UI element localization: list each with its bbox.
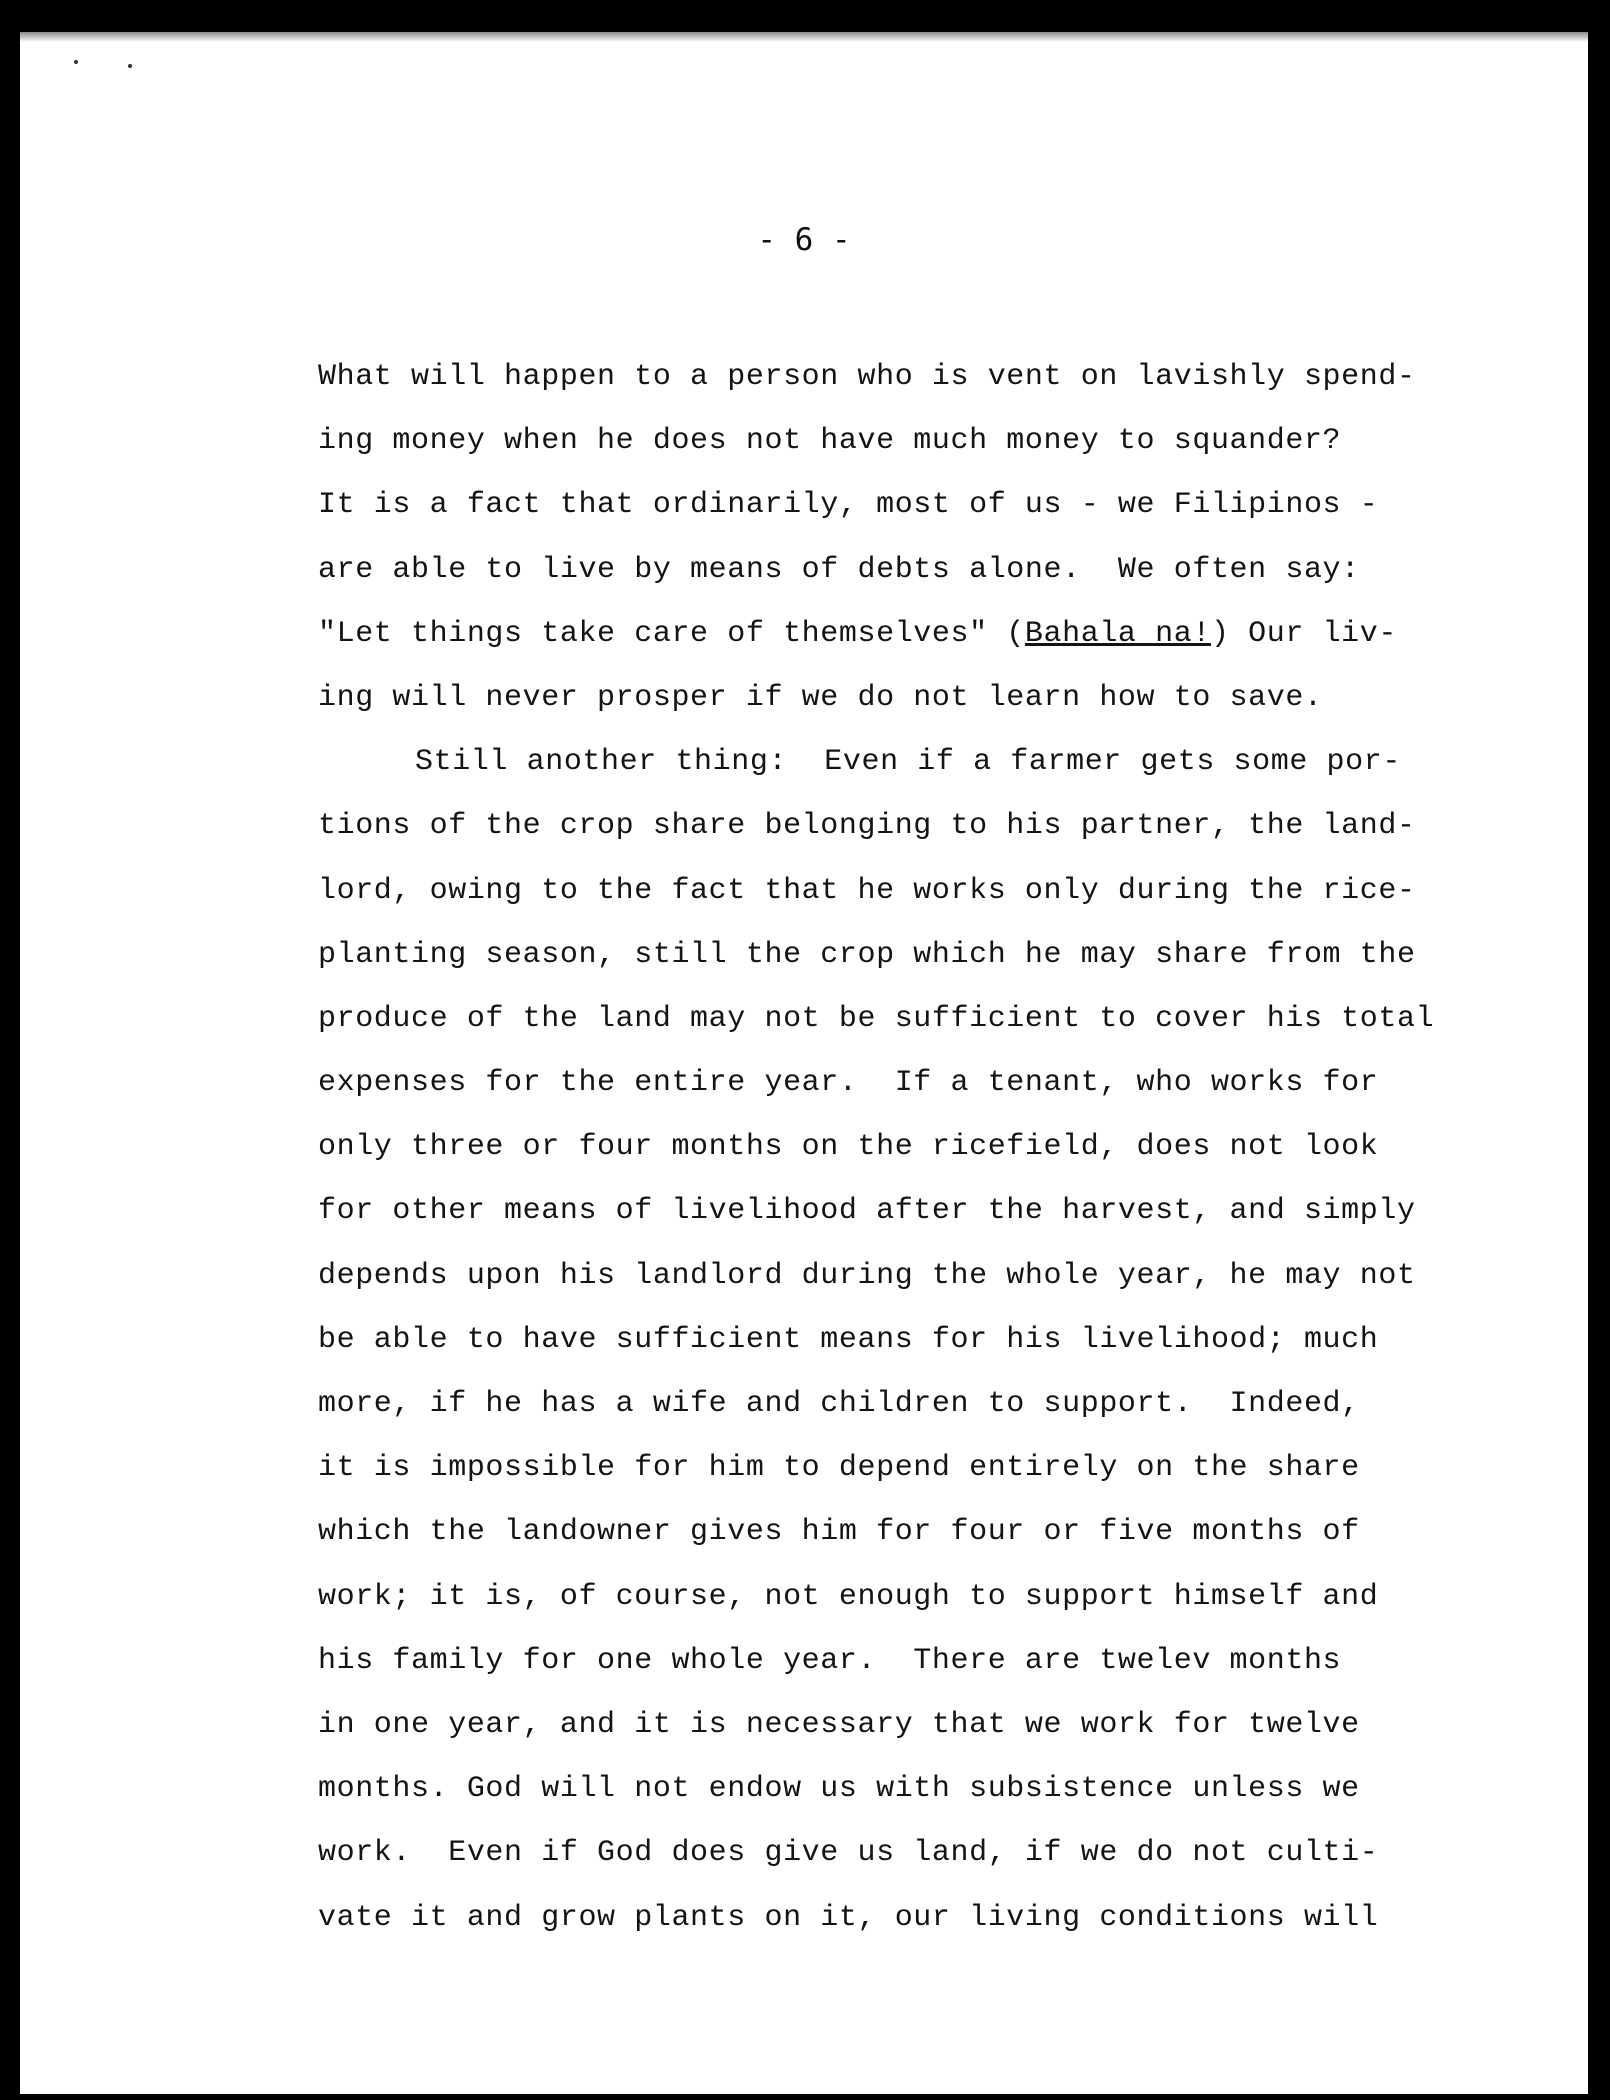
text-line: for other means of livelihood after the harvest, and simply [318, 1194, 1416, 1229]
text-line: ing money when he does not have much money to squander? [318, 424, 1342, 459]
text-line: lord, owing to the fact that he works only during the rice- [318, 873, 1416, 908]
text-line: expenses for the entire year. If a tenant, who works for [318, 1066, 1379, 1101]
text-line: it is impossible for him to depend entirely on the share [318, 1451, 1360, 1486]
quote-text: "Let things take care of themselves" ( [318, 616, 1025, 651]
page-top-edge [20, 32, 1588, 42]
text-line: vate it and grow plants on it, our living conditions will [318, 1900, 1379, 1935]
text-line [318, 602, 1518, 666]
page-number: - 6 - [757, 222, 851, 258]
paragraph-first-line: Still another thing: Even if a farmer gets some por- [415, 745, 1401, 780]
text-line: more, if he has a wife and children to support. Indeed, [318, 1387, 1360, 1421]
text-line: work. Even if God does give us land, if we do not culti- [318, 1836, 1379, 1871]
text-line: What will happen to a person who is vent on lavishly spend- [318, 360, 1416, 394]
text-line: tions of the crop share belonging to his partner, the land- [318, 809, 1416, 844]
text-line: work; it is, of course, not enough to support himself and [318, 1579, 1379, 1614]
text-line: are able to live by means of debts alone. We often say: [318, 552, 1360, 587]
quote-tail: ) Our liv- [1210, 616, 1397, 651]
text-line: ing will never prosper if we do not learn how to save. [318, 680, 1323, 715]
text-line: months. God will not endow us with subsistence unless we [318, 1772, 1360, 1807]
text-line: in one year, and it is necessary that we work for twelve [318, 1707, 1360, 1742]
text-line: produce of the land may not be sufficient to cover his total [318, 1001, 1435, 1036]
text-line: It is a fact that ordinarily, most of us - we Filipinos - [318, 488, 1379, 523]
scan-speck [128, 64, 132, 68]
text-line: only three or four months on the ricefield, does not look [318, 1130, 1379, 1165]
underlined-phrase: Bahala na! [1024, 616, 1211, 651]
document-page [20, 32, 1588, 2094]
text-line: planting season, still the crop which he may share from the [318, 937, 1416, 972]
text-line: be able to have sufficient means for his livelihood; much [318, 1322, 1379, 1357]
scan-speck [74, 60, 78, 64]
text-line: which the landowner gives him for four or five months of [318, 1515, 1360, 1550]
text-line: his family for one whole year. There are twelev months [318, 1643, 1342, 1678]
text-line: depends upon his landlord during the whole year, he may not [318, 1258, 1416, 1293]
body-text [318, 345, 1518, 1950]
